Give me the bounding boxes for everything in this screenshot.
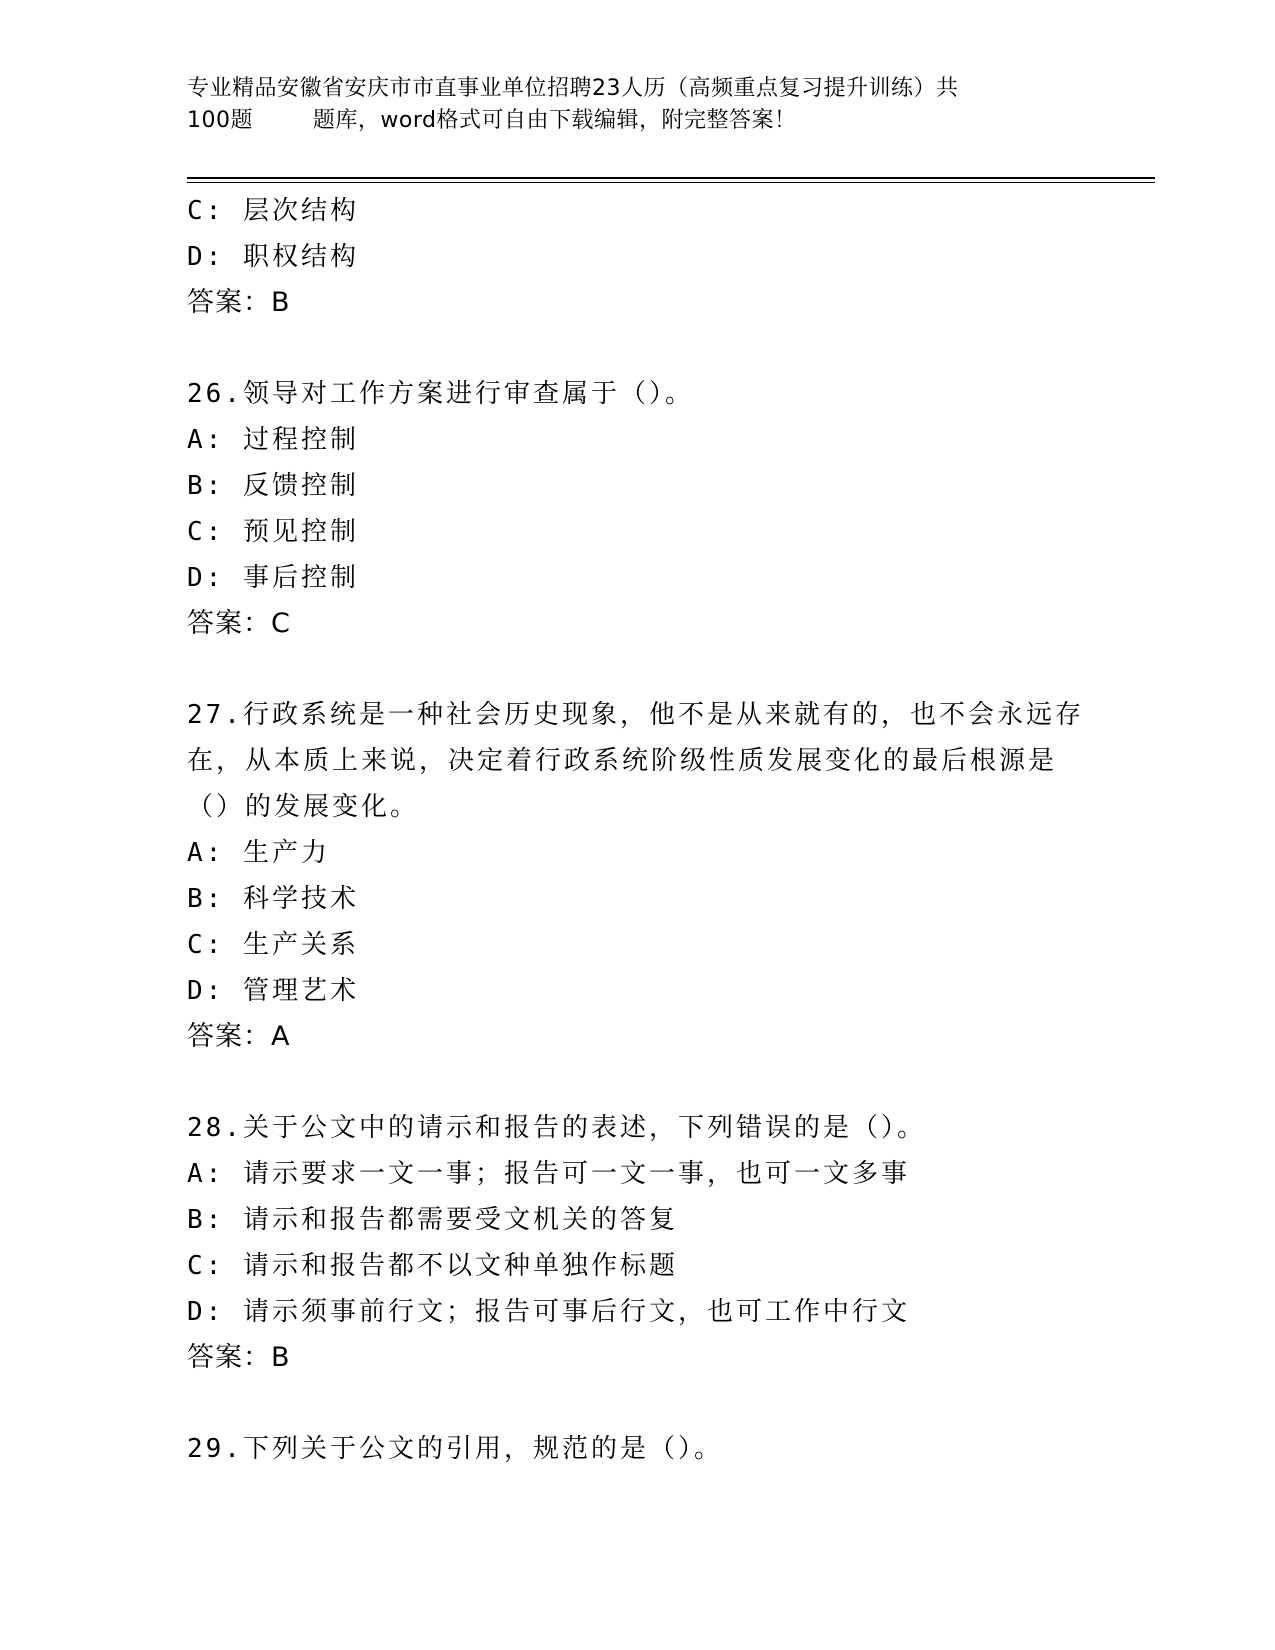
question-stem: 29.下列关于公文的引用，规范的是（）。 <box>187 1434 723 1464</box>
answer-label: 答案：A <box>187 1021 291 1052</box>
header-title-line-2: 100题 题库，word格式可自由下载编辑，附完整答案！ <box>187 108 797 133</box>
question-stem: 26.领导对工作方案进行审查属于（）。 <box>187 379 694 409</box>
header-divider-thick <box>187 177 1155 179</box>
question-stem-line-3: （）的发展变化。 <box>187 792 420 822</box>
option-b: B: 请示和报告都需要受文机关的答复 <box>187 1205 678 1235</box>
question-stem: 28.关于公文中的请示和报告的表述，下列错误的是（）。 <box>187 1113 926 1143</box>
option-d: D: 请示须事前行文；报告可事后行文，也可工作中行文 <box>187 1297 910 1327</box>
option-a: A: 生产力 <box>187 838 330 868</box>
question-28 <box>187 1105 1107 1381</box>
option-a: A: 过程控制 <box>187 425 359 455</box>
question-list <box>187 188 1107 1472</box>
question-29 <box>187 1426 1107 1472</box>
answer-label: 答案：B <box>187 287 291 318</box>
option-a: A: 请示要求一文一事；报告可一文一事，也可一文多事 <box>187 1159 910 1189</box>
option-c: C: 生产关系 <box>187 930 359 960</box>
option-c: C: 预见控制 <box>187 517 359 547</box>
option-c: C: 层次结构 <box>187 196 359 226</box>
answer-label: 答案：B <box>187 1342 291 1373</box>
question-26 <box>187 371 1107 647</box>
question-27 <box>187 692 1107 1060</box>
option-d: D: 职权结构 <box>187 242 359 272</box>
question-25-tail <box>187 188 1107 326</box>
answer-label: 答案：C <box>187 608 291 639</box>
question-stem-line-1: 27.行政系统是一种社会历史现象，他不是从来就有的，也不会永远存 <box>187 700 1084 730</box>
header-divider-thin <box>187 182 1155 183</box>
document-header <box>187 73 1147 137</box>
option-d: D: 管理艺术 <box>187 976 359 1006</box>
question-stem-line-2: 在，从本质上来说，决定着行政系统阶级性质发展变化的最后根源是 <box>187 746 1058 776</box>
option-c: C: 请示和报告都不以文种单独作标题 <box>187 1251 678 1281</box>
option-d: D: 事后控制 <box>187 563 359 593</box>
option-b: B: 科学技术 <box>187 884 359 914</box>
option-b: B: 反馈控制 <box>187 471 359 501</box>
header-title-line-1: 专业精品安徽省安庆市市直事业单位招聘23人历（高频重点复习提升训练）共 <box>187 76 959 101</box>
